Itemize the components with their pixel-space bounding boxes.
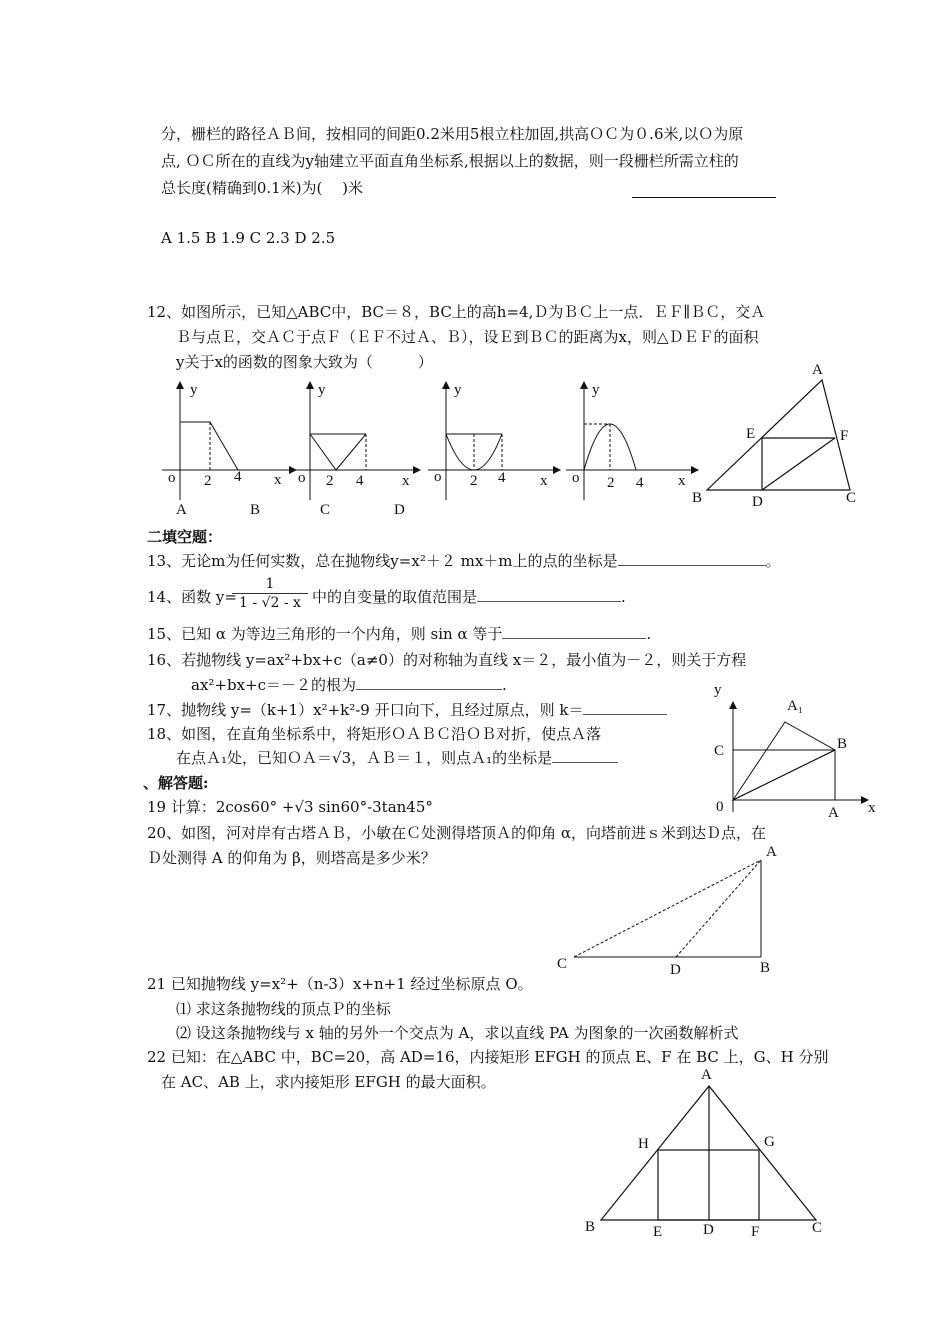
q11-line1: 分，栅栏的路径ＡＢ间，按相同的间距0.2米用5根立柱加固,拱高ＯＣ为０.6米,以Ｏ为原 bbox=[161, 125, 744, 143]
graph-a-x-label: x bbox=[274, 472, 282, 488]
graph-a bbox=[162, 382, 296, 500]
q18-O-label: 0 bbox=[716, 799, 724, 815]
q16-line2: ax²+bx+c＝－２的根为 . bbox=[191, 676, 507, 694]
q18-line2: 在点Ａ₁处，已知ＯＡ＝√3，ＡＢ＝１，则点Ａ₁的坐标是 bbox=[176, 748, 618, 768]
q18-x-label: x bbox=[868, 800, 876, 816]
q17-text: 17、抛物线 y=（k+1）x²+k²-9 开口向下，且经过原点，则 k＝ bbox=[147, 700, 667, 720]
q22-D-label: D bbox=[703, 1222, 714, 1238]
q11-line2: 点, ＯＣ所在的直线为y轴建立平面直角坐标系,根据以上的数据，则一段栅栏所需立柱的 bbox=[161, 152, 739, 170]
graph-d-tick-4: 4 bbox=[636, 475, 644, 491]
q19-text: 19 计算：2cos60° +√3 sin60°-3tan45° bbox=[147, 798, 433, 816]
q12-tri-B: B bbox=[692, 490, 703, 506]
q18-B-label: B bbox=[837, 736, 848, 752]
q18-y-label: y bbox=[714, 682, 722, 698]
q14-blank bbox=[477, 601, 621, 602]
graph-c bbox=[428, 382, 560, 500]
graph-b-tick-2: 2 bbox=[326, 473, 334, 489]
graph-b bbox=[296, 382, 420, 500]
graph-c-y-label: y bbox=[454, 382, 462, 398]
q14-prefix: 14、函数 y= bbox=[147, 588, 237, 606]
q12-tri-F: F bbox=[840, 428, 849, 444]
q20-line1: 20、如图，河对岸有古塔ＡＢ，小敏在Ｃ处测得塔顶Ａ的仰角 α，向塔前进ｓ米到达Ｄ点，在 bbox=[147, 824, 766, 842]
q22-G-label: G bbox=[764, 1134, 775, 1150]
graph-d-y-label: y bbox=[592, 382, 600, 398]
q12-triangle-figure bbox=[692, 362, 856, 510]
graph-a-o-label: o bbox=[168, 470, 176, 486]
q22-H-label: H bbox=[638, 1136, 649, 1152]
q14-denominator: 1 - √2 - x bbox=[232, 593, 308, 612]
q11-choices: A 1.5 B 1.9 C 2.3 D 2.5 bbox=[161, 229, 336, 247]
q17-blank bbox=[583, 714, 667, 715]
q21-line3: ⑵ 设这条抛物线与 x 轴的另外一个交点为 A，求以直线 PA 为图象的一次函数解析式 bbox=[176, 1024, 739, 1042]
graph-b-y-label: y bbox=[318, 382, 326, 398]
q15-blank bbox=[502, 638, 646, 639]
graph-b-tick-4: 4 bbox=[356, 473, 364, 489]
q18-A1-label: A₁ bbox=[787, 698, 804, 714]
q18-C-label: C bbox=[714, 743, 725, 759]
q12-tri-C: C bbox=[846, 490, 857, 506]
choice-label-d: D bbox=[394, 502, 405, 518]
q12-tri-E: E bbox=[746, 426, 756, 442]
q12-line1: 12、如图所示，已知△ABC中，BC＝８，BC上的高h=4,Ｄ为ＢＣ上一点．ＥＦ∥ＢＣ，交Ａ bbox=[147, 303, 766, 321]
q12-line3: y关于x的函数的图象大致为（ ） bbox=[176, 353, 433, 371]
q14-text: 中的自变量的取值范围是 . bbox=[312, 588, 626, 606]
graph-a-tick-2: 2 bbox=[204, 473, 212, 489]
q16-blank bbox=[356, 689, 502, 690]
q20-A-label: A bbox=[766, 844, 777, 860]
q14-numerator: 1 bbox=[265, 576, 275, 592]
q20-C-label: C bbox=[557, 956, 568, 972]
graph-d-tick-2: 2 bbox=[607, 475, 615, 491]
section2-heading: 二填空题： bbox=[147, 528, 223, 546]
graph-b-x-label: x bbox=[402, 473, 410, 489]
graph-c-tick-4: 4 bbox=[498, 470, 506, 486]
graph-d bbox=[566, 382, 698, 500]
q22-figure bbox=[585, 1067, 822, 1240]
graph-a-tick-4: 4 bbox=[234, 469, 242, 485]
q22-A-label: A bbox=[701, 1067, 712, 1083]
q12-line2: Ｂ与点Ｅ，交ＡＣ于点Ｆ（ＥＦ不过Ａ、Ｂ），设Ｅ到ＢＣ的距离为x，则△ＤＥＦ的面积 bbox=[176, 328, 759, 346]
q21-line2: ⑴ 求这条抛物线的顶点Ｐ的坐标 bbox=[176, 1000, 391, 1018]
q22-C-label: C bbox=[812, 1220, 823, 1236]
q13-text: 13、无论m为任何实数，总在抛物线y=x²＋２ mx＋m上的点的坐标是 。 bbox=[147, 552, 781, 570]
q14-fraction bbox=[232, 575, 308, 612]
section3-heading: 、解答题: bbox=[143, 774, 209, 792]
q18-blank bbox=[552, 762, 618, 763]
q20-figure bbox=[557, 844, 777, 978]
q18-figure bbox=[714, 682, 876, 821]
choice-label-c: C bbox=[320, 502, 331, 518]
q20-B-label: B bbox=[760, 960, 771, 976]
q15-text: 15、已知 α 为等边三角形的一个内角，则 sin α 等于 . bbox=[147, 625, 652, 643]
choice-label-b: B bbox=[250, 502, 261, 518]
choice-label-a: A bbox=[176, 502, 187, 518]
graph-a-y-label: y bbox=[190, 382, 198, 398]
q11-line3: 总长度(精确到0.1米)为( )米 bbox=[161, 179, 364, 197]
graph-b-o-label: o bbox=[298, 470, 306, 486]
q13-blank bbox=[618, 565, 766, 566]
q18-A-label: A bbox=[828, 805, 839, 821]
q16-line1: 16、若抛物线 y=ax²+bx+c（a≠0）的对称轴为直线 x＝２，最小值为－２，则关于方程 bbox=[147, 651, 747, 669]
q22-E-label: E bbox=[653, 1224, 663, 1240]
graph-c-o-label: o bbox=[434, 469, 442, 485]
graph-d-x-label: x bbox=[678, 473, 686, 489]
q22-F-label: F bbox=[751, 1224, 760, 1240]
q22-line1: 22 已知：在△ABC 中，BC=20，高 AD=16，内接矩形 EFGH 的顶点 E、F 在 BC 上，G、H 分别 bbox=[147, 1048, 829, 1066]
q22-B-label: B bbox=[585, 1219, 596, 1235]
graph-d-o-label: o bbox=[572, 470, 580, 486]
graph-c-x-label: x bbox=[540, 473, 548, 489]
q21-line1: 21 已知抛物线 y=x²+（n-3）x+n+1 经过坐标原点 O。 bbox=[147, 975, 533, 993]
q12-tri-D: D bbox=[752, 494, 763, 510]
q18-line1: 18、如图，在直角坐标系中，将矩形ＯＡＢＣ沿ＯＢ对折，使点Ａ落 bbox=[147, 725, 602, 743]
q12-tri-A: A bbox=[812, 362, 823, 378]
graph-c-tick-2: 2 bbox=[470, 473, 478, 489]
q22-line2: 在 AC、AB 上，求内接矩形 EFGH 的最大面积。 bbox=[161, 1073, 496, 1091]
q20-line2: Ｄ处测得 A 的仰角为 β，则塔高是多少米？ bbox=[147, 849, 436, 867]
q20-D-label: D bbox=[670, 962, 681, 978]
